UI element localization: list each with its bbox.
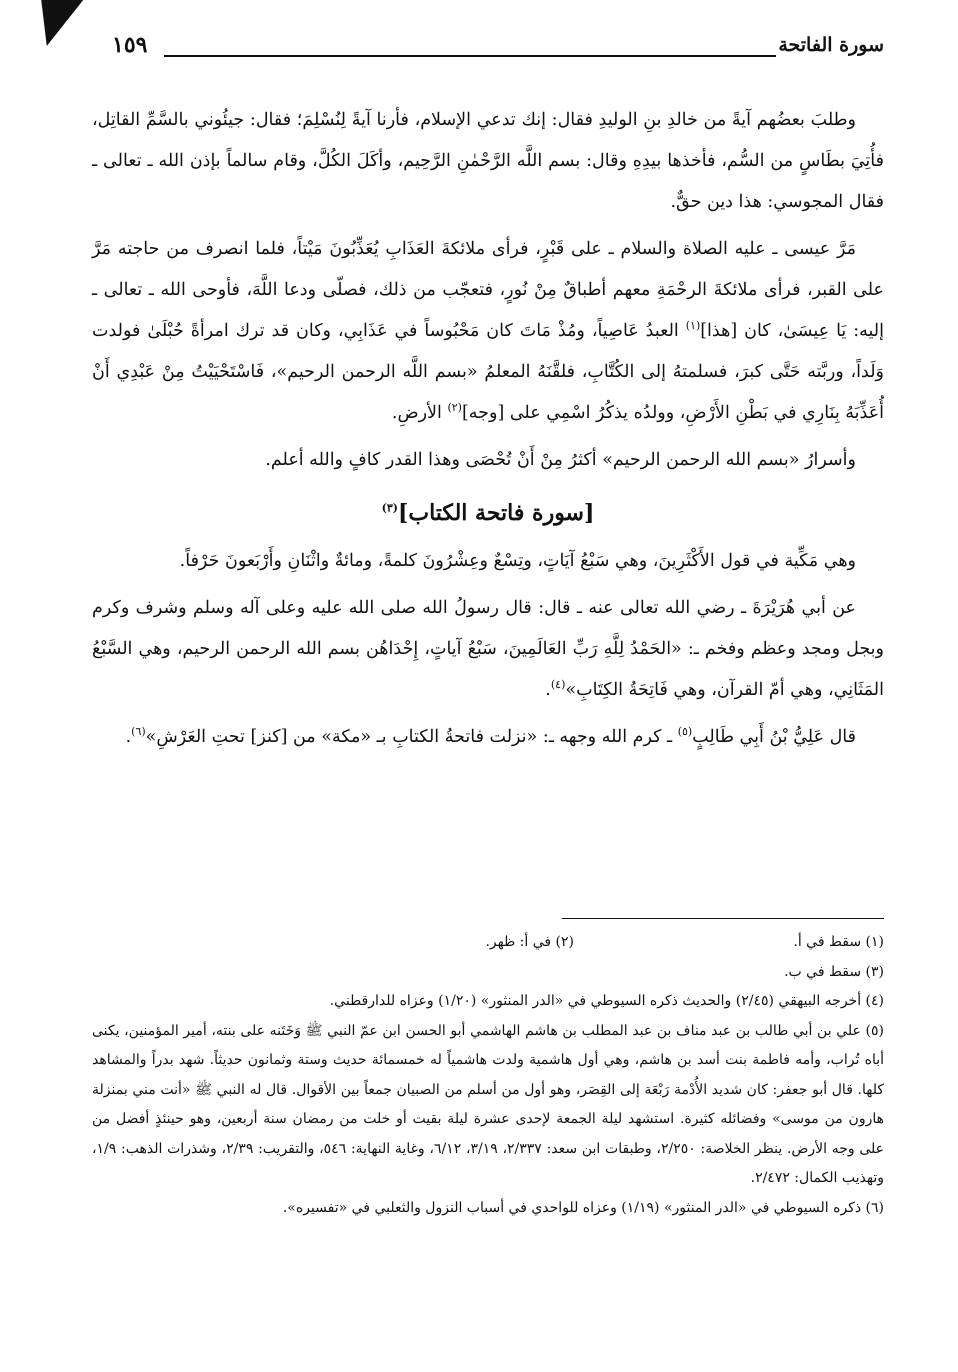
running-header	[112, 28, 884, 68]
paragraph-ali-part1: قال عَلِيُّ بْنُ أَبِي طَالِبٍ	[692, 727, 856, 747]
main-text	[92, 100, 884, 764]
paragraph-hadith-part1: عن أبي هُرَيْرَةَ ـ رضي الله تعالى عنه ـ قال: قال رسولُ الله صلى الله عليه وعلى آله وسلم وشرف وكرم وبجل ومجد وعظم وفخم ـ: «الحَمْدُ لِلَّهِ رَبِّ العَالَمِينَ، سَبْعُ آياتٍ، إِحْدَاهُن بسم الله الرحمن الرحيم، وهي السَّبْعُ المَثَانِي، وهي أمّ القرآن، وهي فَاتِحَةُ الكِتَابِ»	[92, 598, 884, 700]
paragraph-hadith-abu-hurayra	[92, 588, 884, 711]
running-header-surah: سورة الفاتحة	[778, 34, 884, 56]
footnote-ref-2[interactable]: (٢)	[447, 401, 462, 415]
page-number: ١٥٩	[112, 32, 148, 58]
footnote-ref-3[interactable]: (٣)	[381, 501, 398, 515]
paragraph-hadith-part2: .	[545, 680, 551, 700]
paragraph-asrar: وأسرارُ «بسم الله الرحمن الرحيم» أكثرُ مِنْ أَنْ تُحْصَى وهذا القدر كافٍ والله أعلم.	[265, 450, 856, 470]
footnote-1: (١) سقط في أ.	[793, 934, 884, 950]
footnote-ref-6[interactable]: (٦)	[131, 725, 146, 739]
footnote-2: (٢) في أ: ظهر.	[485, 934, 574, 950]
paragraph-makkiya: وهي مَكِّية في قول الأَكْثَرِينَ، وهي سَبْعُ آيَاتٍ، وتِسْعٌ وعِشْرُونَ كلمةً، ومائةٌ واثْنَانِ وأَرْبَعونَ حَرْفاً.	[179, 551, 856, 571]
footnote-ref-5[interactable]: (٥)	[677, 725, 693, 739]
paragraph-isa-part2: العبدُ عَاصِياً، ومُذْ مَاتَ كان مَحْبُوساً في عَذَابِي، وكان قد ترك امرأةً حُبْلَىٰ فولدت وَلَداً، وربَّته حَتَّى كبرَ، فسلمتهُ إلى الكُتَّابِ، فلقَّنَهُ المعلمُ «بسم اللَّه الرحمن الرحيم»، فَاسْتَحْيَيْتُ مِنْ عَبْدِي أَنْ أُعَذِّبَهُ بِنَارِي في بَطْنِ الأَرْضِ، وولدُه يذكُرُ اسْمِي على [وجه]	[92, 321, 884, 423]
footnote-3: (٣) سقط في ب.	[784, 963, 884, 980]
section-title: [سورة فاتحة الكتاب]	[397, 500, 595, 526]
footnote-ref-4[interactable]: (٤)	[550, 678, 566, 692]
header-rule	[164, 55, 776, 57]
paragraph-ali	[92, 717, 884, 758]
footnotes	[92, 928, 884, 1223]
footnote-5: (٥) علي بن أبي طالب بن عبد مناف بن عبد المطلب بن هاشم الهاشمي أبو الحسن ابن عمّ النبي ﷺ وَخَتَنه على بنته، أمير المؤمنين، يكنى أباه تُراب، وأمه فاطمة بنت أسد بن هاشم، وهي أول هاشمية ولدت هاشمياً له خمسمائة حديث وستة وثمانون حديثاً. شهد بدراً والمشاهد كلها. قال أبو جعفر: كان شديد الأُدْمة رَبْعَة إلى القِصَر، وهو أول من أسلم من الصبيان جمعاً بين الأقوال. قال له النبي ﷺ «أنت مني بمنزلة هارون من موسى» وفضائله كثيرة. استشهد ليلة الجمعة لإحدى عشرة ليلة بقيت أو خلت من رمضان سنة أربعين، وهو حينئذٍ أفضل من على وجه الأرض. ينظر الخلاصة: ٢/٢٥٠، وطبقات ابن سعد: ٢/٣٣٧، ٣/١٩، ٦/١٢، وغاية النهاية: ٥٤٦، والتقريب: ٢/٣٩، وشذرات الذهب: ١/٩، وتهذيب الكمال: ٢/٤٧٢.	[92, 1022, 885, 1186]
footnote-separator	[562, 918, 884, 919]
footnote-ref-1[interactable]: (١)	[685, 319, 701, 333]
paragraph-isa	[92, 229, 884, 434]
footnote-4: (٤) أخرجه البيهقي (٢/٤٥) والحديث ذكره السيوطي في «الدر المنثور» (١/٢٠) وعزاه للدارقطني.	[329, 993, 884, 1009]
paragraph-ali-part3: .	[125, 727, 132, 747]
paragraph-ali-part2: ـ كرم الله وجهه ـ: «نزلت فاتحةُ الكتابِ بـ «مكة» من [كنز] تحتِ العَرْشِ»	[145, 727, 678, 747]
paragraph-khalid: وطلبَ بعضُهم آيةً من خالدِ بنِ الوليدِ فقال: إنك تدعي الإسلام، فأرنا آيةً لِنُسْلِمَ؛ فقال: جيئُوني بالسَّمِّ القاتِل، فأُتِيَ بطَاسٍ من السُّم، فأخذها بيدِهِ وقال: بسم اللَّه الرَّحْمٰنِ الرَّحِيم، وأكَلَ الكُلَّ، وقام سالماً بإذن الله ـ تعالى ـ فقال المجوسي: هذا دين حقٌّ.	[92, 110, 884, 212]
paragraph-isa-part1: مَرَّ عيسى ـ عليه الصلاة والسلام ـ على قَبْرٍ، فرأى ملائكةَ العَذَابِ يُعَذِّبُونَ مَيْتاً، فلما انصرف من حاجته مَرَّ على القبر، فرأى ملائكةَ الرحْمَةِ معهم أطباقٌ مِنْ نُورٍ، فتعجّب من ذلك، فصلّى ودعا اللَّهَ، فأوحى الله ـ تعالى ـ إليه: يَا عِيسَىٰ، كان [هذا]	[92, 239, 884, 341]
paragraph-isa-part3: الأرضِ.	[391, 403, 448, 423]
corner-registration-mark	[35, 0, 83, 46]
footnote-row-1-2	[92, 928, 884, 958]
section-heading	[92, 489, 884, 537]
footnote-6: (٦) ذكره السيوطي في «الدر المنثور» (١/١٩) وعزاه للواحدي في أسباب النزول والثعلبي في «تفسيره».	[282, 1199, 884, 1216]
